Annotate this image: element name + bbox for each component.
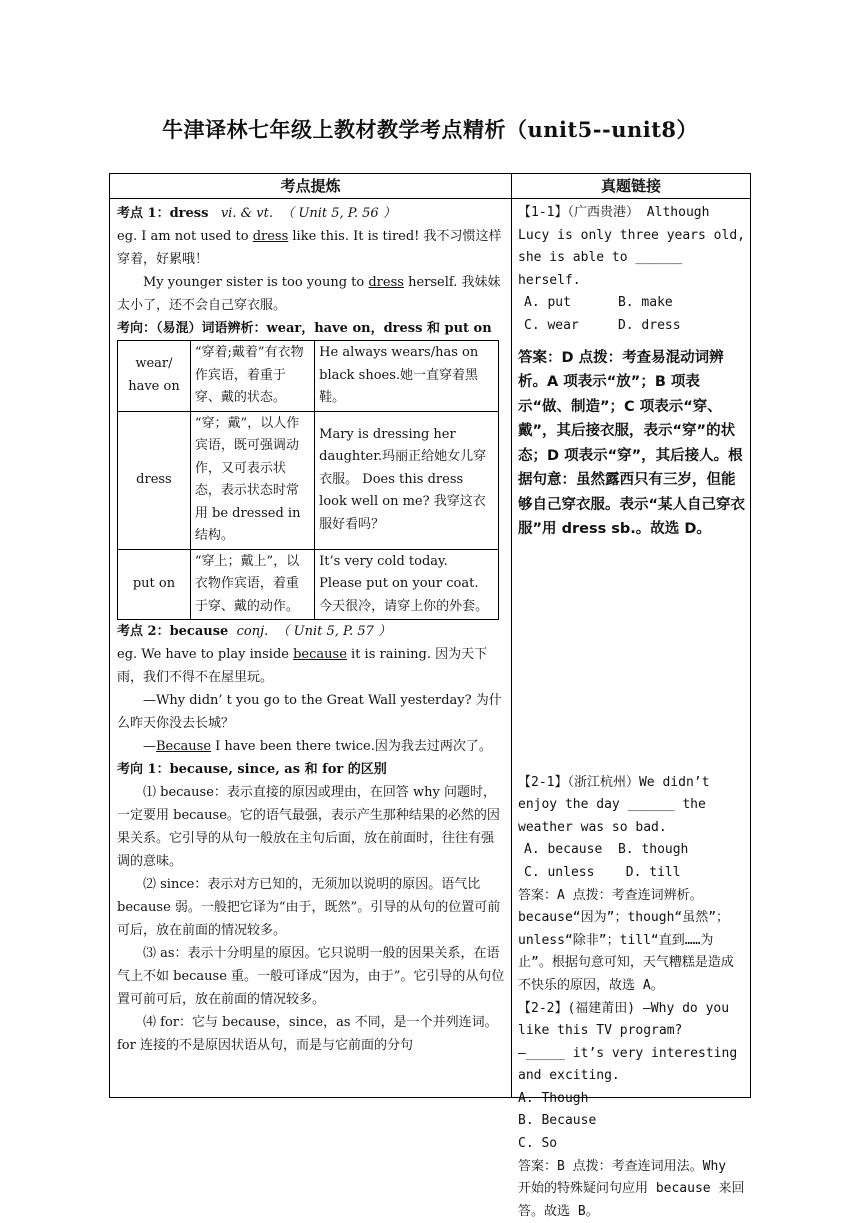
column-divider (511, 174, 512, 1097)
option-c: C. unless (524, 864, 595, 880)
question-2-1: 【2-1】（浙江杭州）We didn’t enjoy the day ______ the weather was so bad. (518, 774, 710, 835)
answer-2-1: 答案：A 点拨：考查连词辨析。because“因为”；though“虽然”；unless“除非”；till“直到……为止”。根据句意可知，天气糟糕是造成不快乐的原因，故选 A。 (518, 887, 734, 993)
paragraph-because: ⑴ because：表示直接的原因或理由，在回答 why 问题时，一定要用 because。它的语气最强，表示产生那种结果的必然的因果关系。它引导的从句一般放在主句后面，放在前面时，往往有强调的意味。 (117, 785, 500, 869)
option-c: C. So (518, 1136, 558, 1152)
text: it is raining. 因为天下雨，我们不得不在屋里玩。 (117, 647, 488, 685)
main-table (109, 173, 751, 1219)
options-row (518, 862, 746, 885)
option-d: D. dress (617, 317, 681, 333)
text: like this. It is tired! 我不习惯这样穿着，好累哦！ (117, 229, 502, 267)
options-row (518, 292, 746, 315)
kp2-direction: 考向 1：because, since, as 和 for 的区别 (117, 762, 387, 777)
text: I have been there twice.因为我去过两次了。 (211, 739, 492, 754)
option-a: A. because (524, 842, 603, 858)
option-d: D. till (625, 864, 681, 880)
kp2-example-1 (117, 643, 505, 689)
underlined-word: dress (252, 229, 289, 244)
underlined-word: dress (368, 275, 404, 290)
meaning-cell: “穿着;戴着”有衣物作宾语，着重于穿、戴的状态。 (190, 341, 314, 412)
options-row (518, 315, 746, 338)
underlined-word: because (293, 647, 347, 662)
meaning-cell: “穿；戴”，以人作宾语，既可强调动作，又可表示状态，表示状态时常用 be dressed in 结构。 (190, 411, 314, 549)
kp1-example-1 (117, 225, 505, 271)
question-1-1: 【1-1】（广西贵港） Although Lucy is only three years old, she is able to ______ herself. (518, 205, 745, 288)
spacer (518, 542, 746, 772)
answer-1-1: 答案：D 点拨：考查易混动词辨析。A 项表示“放”；B 项表示“做、制造”；C 项表示“穿、戴”，其后接衣服，表示“穿”的状态；D 项表示“穿”，其后接人。根据句意：虽然露西只有三岁，但能够自己穿衣服。表示“某人自己穿衣服”用 dress sb.。故选 D。 (518, 349, 746, 538)
table-row (118, 341, 499, 412)
option-c: C. wear (524, 317, 579, 333)
option-a: A. put (524, 295, 571, 311)
paragraph-as: ⑶ as：表示十分明星的原因。它只说明一般的因果关系，在语气上不如 because 重。一般可译成“因为，由于”。它引导的从句位置可前可后，放在前面的情况较多。 (117, 946, 505, 1007)
kp1-ref: （ Unit 5, P. 56 ） (281, 206, 396, 221)
text: eg. I am not used to (117, 229, 253, 244)
page-title: 牛津译林七年级上教材教学考点精析（unit5--unit8） (161, 117, 699, 142)
table-row (118, 411, 499, 549)
paragraph-since: ⑵ since：表示对方已知的，无须加以说明的原因。语气比 because 弱。一般把它译为“由于，既然”。引导的从句的位置可前可后，放在前面的情况较多。 (117, 877, 501, 938)
kp1-pos: vi. & vt. (220, 206, 273, 221)
option-b: B. make (617, 295, 673, 311)
comparison-table (117, 340, 499, 620)
kp2-example-2: —Why didn’ t you go to the Great Wall yesterday? 为什么昨天你没去长城？ (117, 693, 502, 731)
option-b: B. though (617, 842, 689, 858)
options-row (518, 839, 746, 862)
word-cell: dress (118, 411, 191, 549)
kp2-pos: conj. (236, 624, 269, 639)
text: herself. 我妹妹太小了，还不会自己穿衣服。 (117, 275, 501, 313)
example-cell: Mary is dressing her daughter.玛丽正给她女儿穿衣服。 Does this dress look well on me? 我穿这衣服好看吗？ (315, 411, 499, 549)
example-cell: It’s very cold today. Please put on your coat. 今天很冷，请穿上你的外套。 (315, 549, 499, 620)
kp1-label: 考点 1：dress (117, 206, 209, 221)
word-cell: wear/ have on (118, 341, 191, 412)
table-row (118, 549, 499, 620)
option-b: B. Because (518, 1113, 597, 1129)
underlined-word: Because (156, 739, 212, 754)
kp1-direction: 考向：（易混）词语辨析：wear，have on，dress 和 put on (117, 321, 492, 336)
example-cell: He always wears/has on black shoes.她一直穿着黑鞋。 (315, 341, 499, 412)
text: eg. We have to play inside (117, 647, 294, 662)
text: My younger sister is too young to (143, 275, 369, 290)
header-left: 考点提炼 (110, 174, 511, 199)
kp2-heading (117, 620, 505, 643)
left-column (117, 202, 505, 1057)
text: — (143, 739, 156, 754)
kp2-ref: （ Unit 5, P. 57 ） (276, 624, 392, 639)
option-a: A. Though (518, 1090, 589, 1106)
word-cell: put on (118, 549, 191, 620)
paragraph-for: ⑷ for：它与 because，since，as 不同，是一个并列连词。for 连接的不是原因状语从句，而是与它前面的分句 (117, 1015, 498, 1053)
header-right: 真题链接 (512, 174, 750, 199)
answer-2-2: 答案：B 点拨：考查连词用法。Why 开始的特殊疑问句应用 because 来回答。故选 B。 (518, 1158, 745, 1219)
kp2-example-3 (117, 735, 505, 758)
meaning-cell: “穿上；戴上”，以衣物作宾语，着重于穿、戴的动作。 (190, 549, 314, 620)
kp1-example-2 (117, 271, 505, 317)
right-column (518, 202, 746, 1223)
question-2-2-line2: —_____ it’s very interesting and exciting. (518, 1045, 738, 1084)
kp1-heading (117, 202, 505, 225)
question-2-2: 【2-2】(福建莆田) —Why do you like this TV program? (518, 1000, 730, 1039)
kp2-label: 考点 2：because (117, 624, 229, 639)
